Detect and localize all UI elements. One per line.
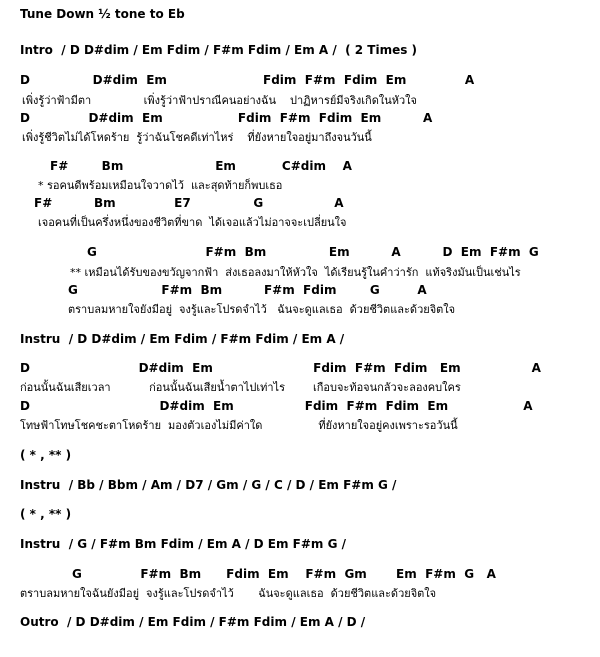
lyric-line: เพิ่งรู้ชีวิตไม่ได้โหดร้าย รู้ว่าฉันโชคดีเท่าไหร่ ที่ยังหายใจอยู่มาถึงจนวันนี้ bbox=[22, 131, 372, 144]
instrumental-line: Instru / Bb / Bbm / Am / D7 / Gm / G / C / D / Em F#m G / bbox=[20, 478, 397, 492]
lyric-line: เจอคนที่เป็นครึ่งหนึ่งของชีวิตที่ขาด ได้เจอแล้วไม่อาจจะเปลี่ยนใจ bbox=[38, 216, 347, 229]
intro-line: Intro / D D#dim / Em Fdim / F#m Fdim / Em A / ( 2 Times ) bbox=[20, 43, 418, 57]
chord-line: D D#dim Em Fdim F#m Fdim Em A bbox=[20, 73, 475, 87]
chord-line: D D#dim Em Fdim F#m Fdim Em A bbox=[20, 399, 533, 413]
chord-line: F# Bm E7 G A bbox=[34, 196, 344, 210]
chord-line: G F#m Bm F#m Fdim G A bbox=[68, 283, 427, 297]
lyric-line: ** เหมือนได้รับของขวัญจากฟ้า ส่งเธอลงมาให้หัวใจ ได้เรียนรู้ในคำว่ารัก แท้จริงมันเป็นเช่นไร bbox=[70, 266, 521, 279]
repeat-marker: ( * , ** ) bbox=[20, 448, 72, 462]
repeat-marker: ( * , ** ) bbox=[20, 507, 72, 521]
tuning-note: Tune Down ½ tone to Eb bbox=[20, 7, 185, 21]
lyric-line: * รอคนดีพร้อมเหมือนใจวาดไว้ และสุดท้ายก็พบเธอ bbox=[38, 179, 283, 192]
chord-line: F# Bm Em C#dim A bbox=[50, 159, 352, 173]
lyric-line: ตราบลมหายใจฉันยังมีอยู่ จงรู้และโปรดจำไว้ ฉันจะดูแลเธอ ด้วยชีวิตและด้วยจิตใจ bbox=[20, 587, 437, 600]
chord-line: D D#dim Em Fdim F#m Fdim Em A bbox=[20, 111, 433, 125]
instrumental-line: Instru / G / F#m Bm Fdim / Em A / D Em F#m G / bbox=[20, 537, 347, 551]
lyric-line: เพิ่งรู้ว่าฟ้ามีตา เพิ่งรู้ว่าฟ้าปราณีคนอย่างฉัน ปาฏิหารย์มีจริงเกิดในหัวใจ bbox=[22, 94, 417, 107]
outro-line: Outro / D D#dim / Em Fdim / F#m Fdim / Em A / D / bbox=[20, 615, 366, 629]
chord-line: D D#dim Em Fdim F#m Fdim Em A bbox=[20, 361, 541, 375]
lyric-line: โทษฟ้าโทษโชคชะตาโหดร้าย มองตัวเองไม่มีค่าใด ที่ยังหายใจอยู่คงเพราะรอวันนี้ bbox=[20, 419, 458, 432]
lyric-line: ตราบลมหายใจยังมีอยู่ จงรู้และโปรดจำไว้ ฉันจะดูแลเธอ ด้วยชีวิตและด้วยจิตใจ bbox=[68, 303, 456, 316]
chord-line: G F#m Bm Em A D Em F#m G bbox=[87, 245, 539, 259]
lyric-line: ก่อนนั้นฉันเสียเวลา ก่อนนั้นฉันเสียน้ำตาไปเท่าไร เกือบจะท้อจนกลัวจะลองคบใคร bbox=[20, 381, 461, 394]
instrumental-line: Instru / D D#dim / Em Fdim / F#m Fdim / Em A / bbox=[20, 332, 345, 346]
chord-line: G F#m Bm Fdim Em F#m Gm Em F#m G A bbox=[72, 567, 496, 581]
